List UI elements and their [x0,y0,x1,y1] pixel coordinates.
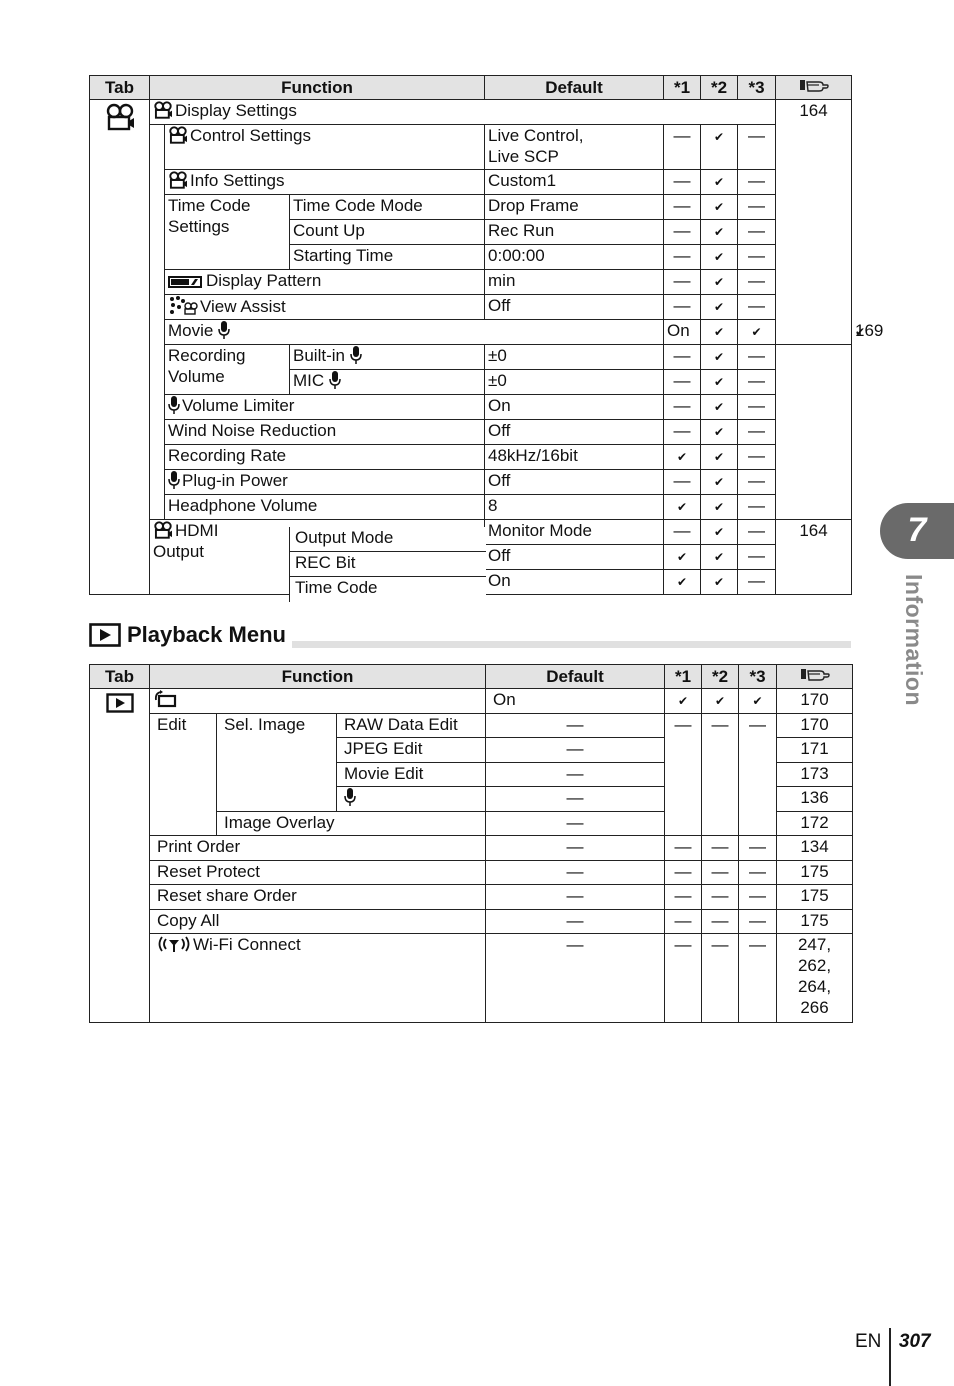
header-c1: *1 [664,76,701,100]
movie-edit-label: Movie Edit [337,762,486,787]
wind-noise-default: Off [485,420,664,445]
header-tab: Tab [90,665,150,689]
movie-edit-page: 173 [777,762,853,787]
reset-share-label: Reset share Order [150,885,486,910]
count-up-label: Count Up [290,220,485,245]
movie-icon [168,126,188,144]
time-code-settings-label: Time Code Settings [165,195,290,270]
microphone-icon [168,471,180,489]
starting-time-label: Starting Time [290,245,485,270]
view-assist-default: Off [485,295,664,320]
rec-bit-label: REC Bit [290,552,486,577]
voice-edit-label [337,787,486,812]
page-number: 307 [898,1331,931,1352]
movie-icon [168,171,188,189]
recording-rate-default: 48kHz/16bit [485,445,664,470]
language-code: EN [855,1331,882,1352]
print-page: 134 [777,836,853,861]
page-footer [855,1298,931,1386]
display-pattern-label: Display Pattern [165,270,485,295]
header-default: Default [486,665,665,689]
wifi-icon [157,935,191,953]
microphone-icon [344,788,356,806]
recording-rate-label: Recording Rate [165,445,485,470]
plugin-power-default: Off [485,470,664,495]
chapter-label-text: Information [901,574,927,706]
count-up-default: Rec Run [485,220,664,245]
jpeg-page: 171 [777,738,853,763]
output-mode-default: Monitor Mode [485,520,664,545]
header-c2: *2 [702,665,739,689]
microphone-icon [329,371,341,389]
display-settings-label: Display Settings [150,100,664,125]
display-settings-page: 164 [776,100,852,345]
control-settings-default: Live Control, Live SCP [485,125,664,170]
footer-divider [889,1328,891,1386]
print-order-label: Print Order [150,836,486,861]
header-c1: *1 [665,665,702,689]
header-function: Function [150,76,485,100]
starting-time-default: 0:00:00 [485,245,664,270]
reset-protect-label: Reset Protect [150,860,486,885]
display-pattern-default: min [485,270,664,295]
movie-icon [153,521,173,539]
built-in-default: ±0 [485,345,664,370]
volume-limiter-label: Volume Limiter [165,395,485,420]
rotate-icon [153,690,177,708]
hdmi-output-label: HDMI Output [150,520,485,595]
info-settings-label: Info Settings [165,170,485,195]
header-function: Function [150,665,486,689]
header-tab: Tab [90,76,150,100]
display-pattern-icon [168,275,204,289]
movie-default: On [664,320,701,345]
time-code-mode-label: Time Code Mode [290,195,485,220]
info-settings-default: Custom1 [485,170,664,195]
movie-icon [153,101,173,119]
play-icon [89,623,121,647]
jpeg-edit-label: JPEG Edit [337,738,486,763]
rotate-page: 170 [777,689,853,714]
header-page-icon [776,76,852,100]
header-c3: *3 [738,76,776,100]
overlay-page: 172 [777,811,853,836]
movie-tab-icon [90,100,150,595]
raw-data-edit-label: RAW Data Edit [337,713,486,738]
header-c3: *3 [739,665,777,689]
output-mode-label-cell: Output Mode [290,527,486,552]
section-title: Playback Menu [127,622,286,647]
chapter-number: 7 [907,511,927,549]
copy-all-page: 175 [777,909,853,934]
mic-default: ±0 [485,370,664,395]
movie-mic-label: Movie [165,320,664,345]
playback-menu-heading [89,622,851,650]
built-in-label: Built-in [290,345,485,370]
rec-bit-default: Off [485,545,664,570]
view-assist-label: View Assist [165,295,485,320]
rotate-label [150,689,486,714]
headphone-volume-default: 8 [485,495,664,520]
hdmi-page: 164 [776,520,852,595]
wifi-connect-label: Wi-Fi Connect [150,934,486,1023]
microphone-icon [168,396,180,414]
mic-label: MIC [290,370,485,395]
playback-menu-table [89,664,853,1023]
time-code-mode-default: Drop Frame [485,195,664,220]
copy-all-label: Copy All [150,909,486,934]
microphone-icon [350,346,362,364]
control-settings-label: Control Settings [165,125,485,170]
raw-page: 170 [777,713,853,738]
sel-image-label: Sel. Image [217,713,337,811]
voice-page: 136 [777,787,853,812]
reset-share-page: 175 [777,885,853,910]
edit-label: Edit [150,713,217,836]
header-page-icon [777,665,853,689]
reset-protect-page: 175 [777,860,853,885]
playback-tab-icon [90,689,150,1023]
movie-menu-table: Tab Function Default *1 *2 *3 Display Settings 164 Control Settings Live Control, Live SCP — ✔ — Info Settings Custom1 — ✔ — Time Code Settings Time Code Mode Drop Frame — ✔ — Count Up Rec Run — ✔ — Starting Time 0:00:00 — ✔ — Display Pattern min — ✔ — View Assist Off — ✔ — Movie On ✔ ✔ 169 Recording Volume Built-in ±0 — ✔ — MIC ±0 — ✔ — Volume Limiter On — ✔ — Wind Noise Reduction Off — ✔ — Recording Rate 48kHz/16bit ✔ ✔ — Plug-in Power Off — ✔ — Headphone Volume 8 ✔ ✔ — HDMI Output Monitor Mode — ✔ — 164 Off ✔ ✔ — On ✔ ✔ — [89,75,852,595]
time-code-label: Time Code [295,578,378,597]
wifi-pages: 247, 262, 264, 266 [777,934,853,1023]
hdmi-subitems [289,527,486,602]
volume-limiter-default: On [485,395,664,420]
header-c2: *2 [701,76,738,100]
rotate-default: On [486,689,665,714]
header-default: Default [485,76,664,100]
chapter-tab [880,503,954,559]
time-code-default: On [485,570,664,595]
view-assist-icon [168,295,198,315]
microphone-icon [218,321,230,339]
headphone-volume-label: Headphone Volume [165,495,485,520]
plugin-power-label: Plug-in Power [165,470,485,495]
wind-noise-label: Wind Noise Reduction [165,420,485,445]
image-overlay-label: Image Overlay [217,811,486,836]
recording-volume-label: Recording Volume [165,345,290,395]
